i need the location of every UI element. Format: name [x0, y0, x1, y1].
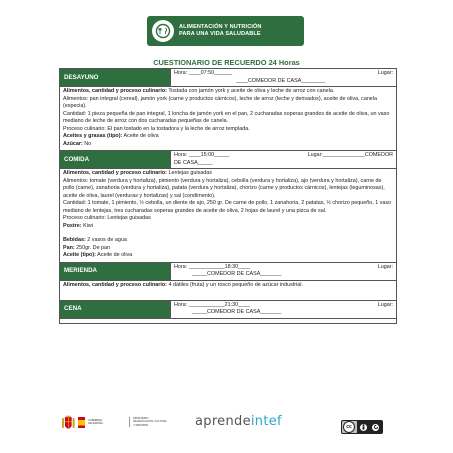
- share-alike-icon: [372, 424, 379, 431]
- desayuno-casa: ____COMEDOR DE CASA________: [236, 77, 326, 84]
- meal-label-cena: CENA: [60, 301, 170, 318]
- cena-hora: Hora: ____________21:30____: [174, 301, 251, 308]
- merienda-casa: _____COMEDOR DE CASA_______: [192, 271, 282, 277]
- merienda-line: Alimentos, cantidad y proceso culinario: 4 dátiles (fruta) y un rosco pequeño de azúcar industrial.: [63, 281, 303, 288]
- header-banner: [147, 16, 304, 46]
- desayuno-content: [60, 87, 396, 151]
- comida-line: Alimentos: tomate (verdura y hortaliza), pimiento (verdura y hortaliza), cebolla (verdura y hortaliza), ajo (verdura y hortaliza), carne de pollo (carne), zanahoria (verdura y hortaliza), patata (verdura y hortaliza), chorizo (carne y productos cárnicos), lentejas (leguminosas), aceite de oliva, laurel (verduras y hortalizas) y sal (condimento).: [63, 177, 385, 199]
- comida-content: [60, 169, 396, 263]
- coat-of-arms-icon: [62, 415, 75, 430]
- government-logo: [62, 414, 170, 430]
- comida-hora: Hora: ____15:00_____: [174, 152, 230, 158]
- cc-license-icons: [357, 421, 382, 433]
- cena-header-row: [60, 301, 396, 319]
- nutrition-logo-icon: [152, 20, 174, 42]
- spain-flag-icon: [78, 417, 86, 428]
- desayuno-line: Alimentos: pan integral (cereal), jamón york (carne y productos cárnicos), leche de arroz (leche y derivados), aceite de oliva, canela (especia).: [63, 95, 378, 109]
- cena-casa: _____COMEDOR DE CASA_______: [192, 309, 282, 315]
- comida-line: Proceso culinario: Lentejas guisadas: [63, 215, 151, 221]
- cena-content: [60, 319, 396, 323]
- banner-text: [179, 24, 262, 38]
- recall-table: [59, 68, 397, 324]
- document-title: CUESTIONARIO DE RECUERDO 24 Horas: [153, 58, 300, 67]
- desayuno-line: Cantidad: 1 pieza pequeña de pan integral, 1 loncha de jamón york en el pan, 2 cucharadas soperas grandes de aceite de oliva, un vaso mediano de leche de arroz con dos cucharadas pequeñas de canela.: [63, 110, 390, 124]
- aprende-text: aprende: [195, 414, 251, 429]
- merienda-header-row: [60, 263, 396, 281]
- comida-line: Aceite (tipo): Aceite de oliva: [63, 252, 133, 258]
- by-attribution-icon: [360, 424, 367, 431]
- merienda-hora: Hora: ____________18:30____: [174, 263, 251, 270]
- comida-line: Postre: Kiwi: [63, 222, 93, 229]
- merienda-content: [60, 281, 396, 301]
- comida-time-place: [170, 151, 396, 168]
- meal-label-merienda: MERIENDA: [60, 263, 170, 280]
- desayuno-line: Proceso culinario: El pan tostado en la tostadora y la leche de arroz templada.: [63, 125, 250, 132]
- desayuno-lugar: Lugar:: [377, 70, 393, 76]
- banner-line-2: PARA UNA VIDA SALUDABLE: [179, 31, 261, 37]
- creative-commons-badge[interactable]: [341, 420, 383, 434]
- meal-label-desayuno: DESAYUNO: [60, 69, 170, 86]
- desayuno-line: Azúcar: No: [63, 140, 92, 147]
- comida-blank-line: [63, 230, 393, 237]
- intef-text: intef: [250, 414, 282, 429]
- comida-casa: DE CASA_____: [174, 159, 213, 166]
- banner-line-1: ALIMENTACIÓN Y NUTRICIÓN: [179, 24, 262, 30]
- merienda-time-place: [170, 263, 396, 280]
- desayuno-line: Alimentos, cantidad y proceso culinario: Tostada con jamón york y aceite de oliva y leche de arroz con canela.: [63, 88, 335, 94]
- comida-line: Cantidad: 1 tomate, 1 pimiento, ½ cebolla, un diente de ajo, 250 gr. De carne de pollo, 1 zanahoria, 2 patatas, ½ chorizo pequeño, 1 vaso mediano de lentejas, tres cucharadas soperas grandes de aceite de oliva, 2 hojas de laurel y una pizca de sal.: [63, 200, 392, 214]
- meal-label-comida: COMIDA: [60, 151, 170, 168]
- desayuno-line: Aceites y grasas (tipo): Aceite de oliva: [63, 133, 159, 139]
- desayuno-hora: Hora: ____07:50______: [174, 70, 233, 76]
- gobierno-text: GOBIERNO DE ESPAÑA: [88, 418, 103, 425]
- aprende-intef-logo: [195, 414, 282, 429]
- desayuno-header-row: [60, 69, 396, 87]
- comida-line: Pan: 250gr. De pan: [63, 244, 111, 251]
- merienda-lugar: Lugar:: [377, 263, 393, 270]
- comida-header-row: [60, 151, 396, 169]
- cena-time-place: [170, 301, 396, 318]
- cena-lugar: Lugar:: [377, 301, 393, 308]
- comida-line: Alimentos, cantidad y proceso culinario: Lentejas guisadas: [63, 170, 212, 176]
- desayuno-time-place: [170, 69, 396, 86]
- ministerio-text: MINISTERIO DE EDUCACIÓN, CULTURA Y DEPORTE: [129, 417, 170, 427]
- comida-lugar: Lugar:______________COMEDOR: [307, 152, 393, 158]
- comida-line: Bebidas: 2 vasos de agua: [63, 237, 127, 243]
- cc-icon: cc: [343, 421, 355, 433]
